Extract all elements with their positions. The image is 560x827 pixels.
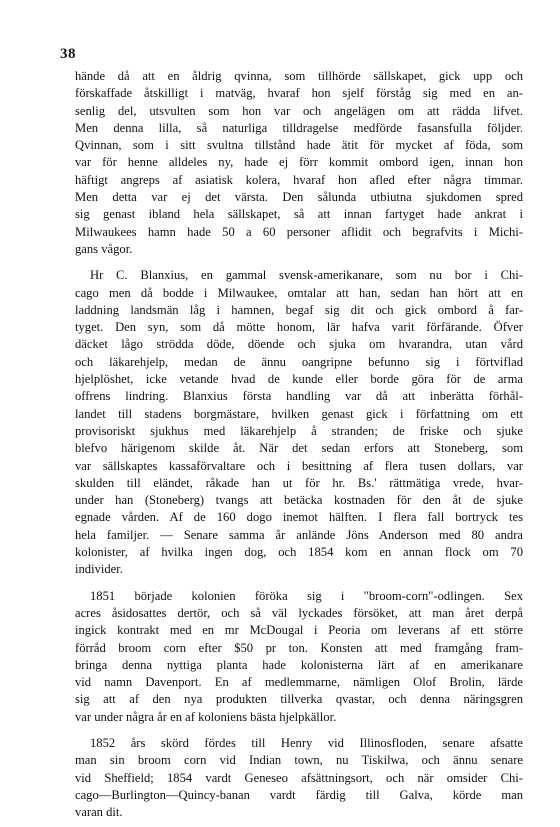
body-text [75,68,523,821]
text-line: cago men då bodde i Milwaukee, omtalar att han, sedan han hört att en [75,285,523,300]
text-line: däcket lågo strödda döde, döende och sjuka om hvarandra, utan vård [75,337,523,352]
text-line: häftigt angreps af asiatisk kolera, hvaraf hon afled efter några timmar. [75,172,523,187]
text-line: cago—Burlington—Quincy-banan vardt färdig till Galva, körde man [75,787,523,802]
text-line: och läkarehjelp, medan de ännu oangripne befunno sig i förtviflad [75,354,523,369]
text-line: tyget. Den syn, som då mötte honom, lär hafva varit förfärande. Öfver [75,320,523,335]
text-line: provisoriskt sjukhus med läkarehjelp å stranden; de friske och sjuke [75,423,523,438]
text-line: vid namn Davenport. En af medlemmarne, nämligen Olof Brolin, lärde [75,675,523,690]
text-line: var sällskaptes kassaförvaltare och i besittning af flera tusen dollars, var [75,458,523,473]
text-line: individer. [75,562,123,577]
text-line: sig genast ibland hela sällskapet, så att innan fartyget hade ankrat i [75,207,523,222]
text-line: Men denna lilla, så naturliga tilldragelse medförde fasansfulla följder. [75,120,523,135]
text-line: hände då att en åldrig qvinna, som tillhörde sällskapet, gick upp och [75,69,523,83]
text-line: skulden till eländet, råkade han ut för hr. Bs.' rättmätiga vrede, hvar- [75,475,523,490]
text-line: vid Sheffield; 1854 vardt Geneseo afsättningsort, och när omsider Chi- [75,770,523,785]
page-number: 38 [60,46,76,62]
paragraph [75,267,523,578]
text-line: varan dit. [75,805,123,820]
text-line: hjelplöshet, icke vetande hvad de kunde eller borde göra för de arma [75,372,523,387]
text-line: offrens lindring. Blanxius första handling var då att inberätta förhål- [75,389,523,404]
text-line: Men detta var ej det värsta. Den sålunda utbiutna sjukdomen spred [75,190,523,205]
text-line: ingick kontrakt med en mr McDougal i Peoria om leverans af ett större [75,623,523,638]
text-line: sig att af den nya produkten tillverka qvastar, och denna näringsgren [75,692,523,707]
text-line: blefvo härigenom skilde åt. När det sedan erfors att Stoneberg, som [75,441,523,456]
text-line: under han (Stoneberg) tvangs att betäcka kostnaden för den åt de sjuke [75,493,523,508]
text-line: var under några år en af koloniens bästa hjelpkällor. [75,709,337,724]
paragraph [75,588,523,726]
text-line: egnade vården. Af de 160 dogo inemot hälften. I flera fall bortryck tes [75,510,523,525]
text-line: landet till stadens borgmästare, hvilken genast gick i författning om ett [75,406,523,421]
text-line: Milwaukees hamn hade 50 a 60 personer aflidit och begrafvits i Michi- [75,224,523,239]
text-line: man sin broom corn vid Indian town, nu Tiskilwa, och ännu senare [75,753,523,768]
text-line: acres åsidosattes dertör, och så väl lyckades försöket, att man året derpå [75,605,523,620]
text-line: förskaffade åtskilligt i matväg, hvaraf hon sjelf förståg sig med en an- [75,86,523,101]
text-line: förråd broom corn efter $50 pr ton. Konsten att med framgång fram- [75,640,523,655]
text-line: var för henne alldeles ny, hade ej förr kommit ombord igen, innan hon [75,155,523,170]
text-line: 1852 års skörd fördes till Henry vid Illinosfloden, senare afsatte [90,735,523,750]
text-line: laddning landsmän låg i hamnen, begaf sig dit och gick ombord å far- [75,302,523,317]
text-line: kolonister, af hvilka ingen dog, och 1854 kom en annan flock om 70 [75,545,523,560]
text-line: gans vågor. [75,241,133,256]
text-line: hela familjer. — Senare samma år anlände Jöns Anderson med 80 andra [75,527,523,542]
paragraph [75,735,523,821]
text-line: Qvinnan, som i sitt svultna tillstånd hade ätit för mycket af föda, som [75,138,523,153]
text-line: senlig del, utsvulten som hon var och angelägen om att rädda lifvet. [75,103,523,118]
text-line: bringa denna nyttiga planta hade kolonisterna lärt af en amerikanare [75,657,523,672]
paragraph [75,68,523,258]
text-line: Hr C. Blanxius, en gammal svensk-amerikanare, som nu bor i Chi- [90,268,523,283]
text-line: 1851 började kolonien föröka sig i "broom-corn"-odlingen. Sex [90,588,523,603]
